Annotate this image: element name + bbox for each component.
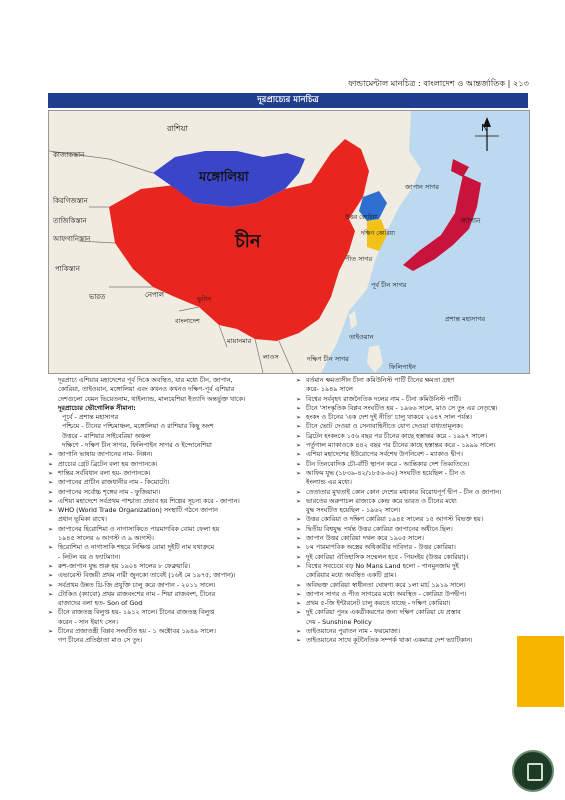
map-label-tajikistan: তাজিকিস্তান [53, 217, 87, 225]
bullet-item: ➢ শান্তির সর্ববিধান বলা হয়- জাপানকে। [48, 469, 283, 478]
text-line: গণ চীনের প্রতিষ্ঠাতা মাও সে তুং। [58, 636, 143, 645]
bullet-item: ➢ এভারেস্ট বিজয়ী প্রথম নারী জুনকো তাবেই (১৬ই মে ১৯৭৫, জাপান)। [48, 571, 283, 580]
map-label-mongolia: মঙ্গোলিয়া [199, 170, 249, 185]
bullet-item: ➢ রুশ-জাপান যুদ্ধ শুরু হয় ১৯০৪ সালের ৮ ফেব্রুয়ারি। [48, 562, 283, 571]
bullet-item: ➢ জাপানের সর্বোচ্চ শৃঙ্গের নাম - ফুজিয়ামা। [48, 488, 283, 497]
bullet-item: ➢ প্রাচ্যের গ্রেট ব্রিটেন বলা হয় জাপানকে। [48, 460, 283, 469]
bullet-item: ➢ অবিভক্ত কোরিয়া স্বাধীনতা ঘোষণা করে ১লা মার্চ ১৯১৯ সালে। [296, 581, 528, 590]
map-label-taiwan: তাইওয়ান [349, 333, 374, 341]
bullet-item: ➢ বিশ্বের সর্ববৃহৎ রাজনৈতিক দলের নাম - চীনা কমিউনিস্ট পার্টি। [296, 395, 528, 404]
bullet-item: ➢ জাপানি ভাষায় জাপানের নাম- নিপ্পন। [48, 450, 283, 459]
map-label-nepal: নেপাল [145, 291, 165, 299]
text-line: ১৯৪৫ সালের ৬ আগস্ট ও ৯ আগস্ট। [58, 534, 154, 543]
map-label-pakistan: পাকিস্তান [55, 265, 80, 273]
map-label-south-china-sea: দক্ষিণ চীন সাগর [307, 355, 349, 363]
map-label-bhutan: ভুটান [197, 295, 212, 303]
text-line: প্রধান ভূমিকা রাখে। [58, 515, 107, 524]
left-column [48, 376, 283, 646]
bullet-item: ➢ চীনে 'সাংস্কৃতিক বিপ্লব সংঘটিত হয় - ১৯৬৬ সালে, মাও সে তুং এর নেতৃত্বে। [296, 404, 528, 413]
text-line: পশ্চিমে - চীনের পশ্চিমাঞ্চল, মঙ্গোলিয়া ও রাশিয়ার কিছু অংশ [62, 422, 214, 431]
bullet-item: ➢ সর্বপ্রথম উন্নত থ্রি-জি প্রযুক্তি চালু করে জাপান - ২০১১ সালে। [48, 581, 283, 590]
bullet-item: ➢ হংকং ও চীনের 'এক দেশ দুই নীতি' চালু থাকবে ২০৪৭ সাল পর্যন্ত। [296, 413, 528, 422]
map-label-kazakhstan: কাজাকস্তান [53, 151, 85, 159]
map-label-kyrgyzstan: কিরগিজস্তান [53, 197, 88, 205]
bullet-item: ➢ WHO (World Trade Organization) সংস্থাটি গঠনে জাপান [48, 506, 283, 515]
bullet-item: ➢ দুই কোরিয়া পুনঃ একত্রীকরণের জন্য দক্ষিণ কোরিয়া যে প্রস্তাব [296, 608, 528, 617]
text-columns [48, 376, 528, 772]
bullet-item: ➢ জাপানের হিরোশিমা ও নাগাসাকিতে পারমাণবিক বোমা ফেলা হয় [48, 525, 283, 534]
map-label-myanmar: মায়ানমার [227, 337, 252, 345]
bullet-item: ➢ চীনে ভোট দেওয়া ও সেনাবাহিনীতে যোগ দেওয়া বাধ্যতামূলক। [296, 422, 528, 431]
map-label-india: ভারত [89, 293, 106, 301]
map-label-south-korea: দক্ষিণ কোরিয়া [361, 230, 395, 237]
bullet-item: ➢ উত্তর কোরিয়া ও দক্ষিণ কোরিয়া ১৯৪৫ সালের ১৫ আগস্ট বিভক্ত হয়। [296, 515, 528, 524]
bullet-item: ➢ তাইওয়ানের পুরাতন নাম - ফরমোজা। [296, 627, 528, 636]
bullet-item: ➢ ভারতের অরুণাচল রাজ্যকে কেন্দ্র করে ভারত ও চীনের মধ্যে [296, 497, 528, 506]
bullet-item: ➢ আফিম যুদ্ধ (১৮৩৯-৪২/১৮৫৬-৬০) সংঘটিত হয়েছিল - চীন ও [296, 469, 528, 478]
text-line: উত্তরে - রাশিয়ার সাইবেরিয়া অঞ্চল [62, 431, 151, 440]
map-label-japan: জাপান [461, 217, 481, 225]
text-line: রাজাদের বলা হত- Son of God [58, 599, 143, 608]
philippines-islands [367, 345, 383, 373]
bullet-item: ➢ বিশ্বের সবচেয়ে বড় No Mans Land হলো - পানমুনজাম দুই [296, 562, 528, 571]
bullet-item: ➢ জাপান উত্তর কোরিয়া দখল করে ১৯০৫ সালে। [296, 534, 528, 543]
bullet-item: ➢ টোকিও (ক্যাবো) প্রথম রাজবংশের নাম - শিয়া রাজবংশ, চীনের [48, 590, 283, 599]
text-line: পূর্বে - প্রশান্ত মহাসাগর [62, 413, 119, 422]
bullet-item: ➢ চীনে রাজতন্ত্র বিলুপ্ত হয়- ১৯১২ সালে। চীনের রাজতন্ত্র বিলুপ্ত [48, 608, 283, 617]
bullet-item: ➢ বর্তমান ক্ষমতাসীন চীনা কমিউনিস্ট পার্টি চীনের ক্ষমতা গ্রহণ [296, 376, 528, 385]
bullet-item: ➢ ৮ম পারমাণবিক অস্ত্রের অধিকারীর দাবিদার - উত্তর কোরিয়া। [296, 543, 528, 552]
map-svg [49, 111, 529, 373]
bullet-item: ➢ জাপান সাগর ও পীত সাগরের মধ্যে অবস্থিত - কোরিয়া উপদ্বীপ। [296, 590, 528, 599]
bullet-item: ➢ চীন তিনবোদিক চৌ-বাঁটি স্থাপন করে - আন্তিকার দেশ তিব্বতিতে। [296, 460, 528, 469]
bullet-item: ➢ দুই কোরিয়া ঐতিহাসিক সম্মেলন হবে - পিয়ংইয় (উত্তর কোরিয়া)। [296, 553, 528, 562]
map-label-china: চীন [235, 231, 261, 252]
map-label-north: N [481, 123, 489, 134]
bullet-item: ➢ এশিয়া মহাদেশের ইউরোপের সর্বশেষ উপনিবেশ - ম্যাকাও দ্বীপ। [296, 450, 528, 459]
bullet-item: ➢ ব্রিটেন হংকংকে ১৫৬ বছর পর চীনের কাছে হস্তান্তর করে - ১৯৯৭ সালে। [296, 432, 528, 441]
bullet-item: ➢ পর্তুগাল ম্যাকাওকে ৪৪২ বছর পর চীনের কাছে হস্তান্তর করে - ১৯৯৯ সালে। [296, 441, 528, 450]
bullet-item: ➢ তেতাতার মুখতাই কোন কোন দেশের মধ্যকার বিরোধপূর্ণ দ্বীপ - চীন ও জাপান। [296, 488, 528, 497]
map-label-bangladesh: বাংলাদেশ [175, 317, 200, 325]
map-label-sea-of-japan: জাপান সাগর [405, 183, 439, 191]
map-label-russia: রাশিয়া [167, 124, 188, 133]
bullet-item: ➢ দ্বিতীয় বিশ্বযুদ্ধ পর্যন্ত উত্তর কোরিয়া জাপানের অধীনে ছিল। [296, 525, 528, 534]
taiwan-island [349, 311, 357, 329]
running-header: ফান্ডামেন্টাল মানচিত্র : বাংলাদেশ ও আন্তর্জাতিক | ২১৩ [348, 78, 529, 88]
text-line: করেন - সান ইয়াৎ সেন। [58, 617, 118, 626]
text-line: - লিটল বয় ও ফ্যাটম্যান। [58, 552, 121, 561]
bullet-item: ➢ চীনের প্রজাতন্ত্রী বিপ্লব সংঘটিত হয় - ১ অক্টোবর ১৯৪৯ সালে। [48, 627, 283, 636]
right-column [296, 376, 528, 646]
bullet-item: ➢ হিরোশিমা ও নাগাসাকি শহরে নিক্ষিপ্ত বোমা দুইটি নাম যথাক্রমে [48, 543, 283, 552]
japan-hokkaido [451, 159, 469, 177]
text-line: কোরিয়া, তাইওয়ান, মঙ্গোলিয়া এবং কখনও কখনও দক্ষিণ-পূর্ব এশিয়ার [58, 385, 235, 394]
yellow-sticker [517, 636, 564, 707]
text-line: দক্ষিণে - দক্ষিণ চীন সাগর, ফিলিপাইন সাগর ও ইন্দোনেশিয়া [62, 441, 212, 450]
map-label-pacific: প্রশান্ত মহাসাগর [445, 315, 486, 323]
section-heading: দূরপ্রাচ্যের ভৌগোলিক সীমানা: [58, 403, 136, 412]
text-line: দূরপ্রাচ্য এশিয়ার মহাদেশের পূর্ব দিকে অবস্থিত, যার মধ্যে চীন, জাপান, [58, 376, 233, 384]
map-label-east-china-sea: পূর্ব চীন সাগর [371, 281, 407, 289]
bullet-item: ➢ প্রথম ৫-জি ইন্টারনেট চালু করতে যাচ্ছে - দক্ষিণ কোরিয়া। [296, 599, 528, 608]
book-logo-icon [512, 750, 554, 792]
map-title-banner: দূরপ্রাচ্যের মানচিত্র [48, 93, 528, 108]
text-line: কোরিয়ার মধ্যে অবস্থিত একটি গ্রাম। [306, 571, 397, 580]
text-line: করে- ১৯৪৯ সালে [306, 385, 353, 394]
bullet-item: ➢ জাপানের প্রাচীন রাজধানীর নাম - কিয়োটো। [48, 478, 283, 487]
text-line: ইংল্যান্ড এর মধ্যে। [306, 478, 352, 487]
map-label-philippines: ফিলিপাইন [389, 363, 416, 371]
map-label-north-korea: উত্তর কোরিয়া [345, 214, 378, 221]
bullet-item: ➢ তাইওয়ানের সাথে কূটনৈতিক সম্পর্ক থাকা একমাত্র দেশ ভ্যাটিকান। [296, 636, 528, 645]
bullet-item: ➢ এশিয়া মহাদেশে সর্বপ্রথম পাশ্চাত্য প্রভাব হয় শিল্পের সূচনা করে - জাপান। [48, 497, 283, 506]
far-east-map [48, 110, 530, 374]
map-label-yellow-sea: পীত সাগর [345, 255, 373, 263]
text-line: দেয় - Sunshine Policy [306, 617, 372, 626]
text-line: দেশগুলো যেমন ভিয়েতনাম, থাইল্যান্ড, মালয়েশিয়া ইত্যাদি অন্তর্ভুক্ত থাকে। [58, 394, 246, 403]
text-line: যুদ্ধ সংঘটিত হয়েছিল - ১৯৬২ সালে। [306, 506, 401, 515]
map-label-afghanistan: আফগানিস্তান [53, 235, 91, 243]
map-label-laos: লাওস [263, 353, 279, 361]
